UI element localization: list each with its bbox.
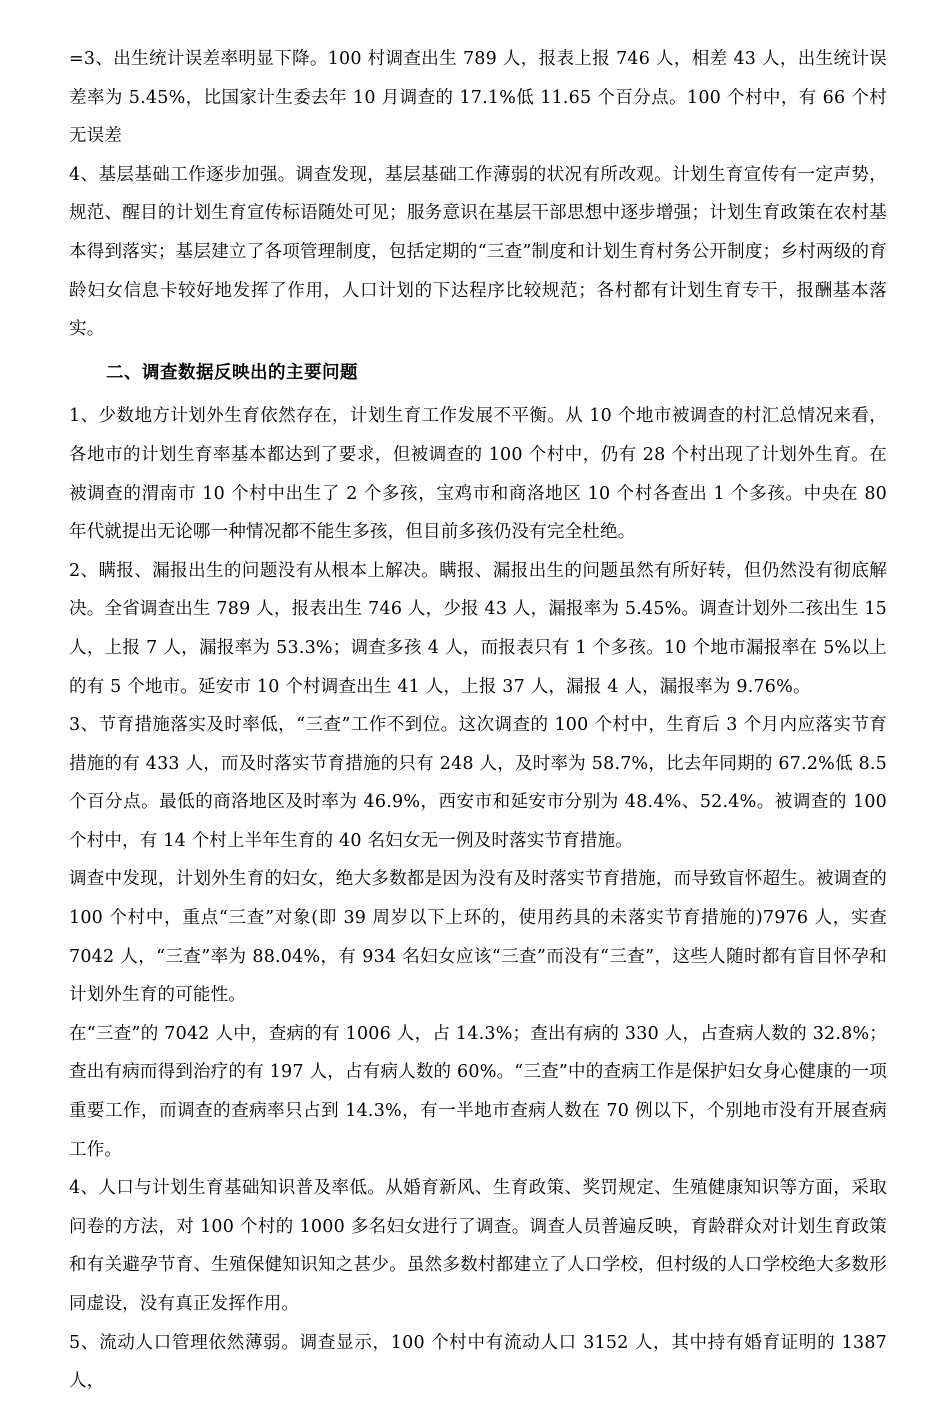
document-body — [69, 40, 887, 1401]
paragraph-birth-statistics-error: =3、出生统计误差率明显下降。100 村调查出生 789 人，报表上报 746 人，相差 43 人，出生统计误差率为 5.45%，比国家计生委去年 10 月调查的 17.1%低 11.65 个百分点。100 个村中，有 66 个村无误差 — [69, 49, 887, 147]
paragraph-unplanned-births: 1、少数地方计划外生育依然存在，计划生育工作发展不平衡。从 10 个地市被调查的村汇总情况来看，各地市的计划生育率基本都达到了要求，但被调查的 100 个村中，仍有 28 个村出现了计划外生育。在被调查的渭南市 10 个村中出生了 2 个多孩，宝鸡市和商洛地区 10 个村各查出 1 个多孩。中央在 80 年代就提出无论哪一种情况都不能生多孩，但目前多孩仍没有完全杜绝。 — [69, 406, 887, 543]
paragraph-floating-population: 5、流动人口管理依然薄弱。调查显示，100 个村中有流动人口 3152 人，其中持有婚育证明的 1387 人， — [69, 1332, 887, 1392]
section-heading-main-problems: 二、调查数据反映出的主要问题 — [106, 362, 358, 383]
paragraph-knowledge-popularization: 4、人口与计划生育基础知识普及率低。从婚育新风、生育政策、奖罚规定、生殖健康知识等方面，采取问卷的方法，对 100 个村的 1000 多名妇女进行了调查。调查人员普遍反映，育龄群众对计划生育政策和有关避孕节育、生殖保健知识知之甚少。虽然多数村都建立了人口学校，但村级的人口学校绝大多数形同虚设，没有真正发挥作用。 — [69, 1178, 887, 1314]
paragraph-underreporting: 2、瞒报、漏报出生的问题没有从根本上解决。瞒报、漏报出生的问题虽然有所好转，但仍然没有彻底解决。全省调查出生 789 人，报表出生 746 人，少报 43 人，漏报率为 5.45%。调查计划外二孩出生 15 人，上报 7 人，漏报率为 53.3%；调查多孩 4 人，而报表只有 1 个多孩。10 个地市漏报率在 5%以上的有 5 个地市。延安市 10 个村调查出生 41 人，上报 37 人，漏报 4 人，漏报率为 9.76%。 — [69, 560, 887, 697]
paragraph-contraception-timeliness: 3、节育措施落实及时率低，“三查”工作不到位。这次调查的 100 个村中，生育后 3 个月内应落实节育措施的有 433 人，而及时落实节育措施的只有 248 人，及时率为 58.7%，比去年同期的 67.2%低 8.5 个百分点。最低的商洛地区及时率为 46.9%，西安市和延安市分别为 48.4%、52.4%。被调查的 100 个村中，有 14 个村上半年生育的 40 名妇女无一例及时落实节育措施。 — [69, 715, 887, 851]
paragraph-three-checks-coverage: 调查中发现，计划外生育的妇女，绝大多数都是因为没有及时落实节育措施，而导致盲怀超生。被调查的 100 个村中，重点“三查”对象(即 39 周岁以下上环的，使用药具的未落实节育措施的)7976 人，实查 7042 人，“三查”率为 88.04%，有 934 名妇女应该“三查”而没有“三查”，这些人随时都有盲目怀孕和计划外生育的可能性。 — [69, 869, 887, 1006]
paragraph-grassroots-work: 4、基层基础工作逐步加强。调查发现，基层基础工作薄弱的状况有所改观。计划生育宣传有一定声势，规范、醒目的计划生育宣传标语随处可见；服务意识在基层干部思想中逐步增强；计划生育政策在农村基本得到落实；基层建立了各项管理制度，包括定期的“三查”制度和计划生育村务公开制度；乡村两级的育龄妇女信息卡较好地发挥了作用，人口计划的下达程序比较规范；各村都有计划生育专干，报酬基本落实。 — [69, 164, 887, 340]
paragraph-disease-screening: 在“三查”的 7042 人中，查病的有 1006 人，占 14.3%；查出有病的 330 人，占查病人数的 32.8%；查出有病而得到治疗的有 197 人，占有病人数的 60%。“三查”中的查病工作是保护妇女身心健康的一项重要工作，而调查的查病率只占到 14.3%，有一半地市查病人数在 70 例以下，个别地市没有开展查病工作。 — [69, 1023, 887, 1160]
